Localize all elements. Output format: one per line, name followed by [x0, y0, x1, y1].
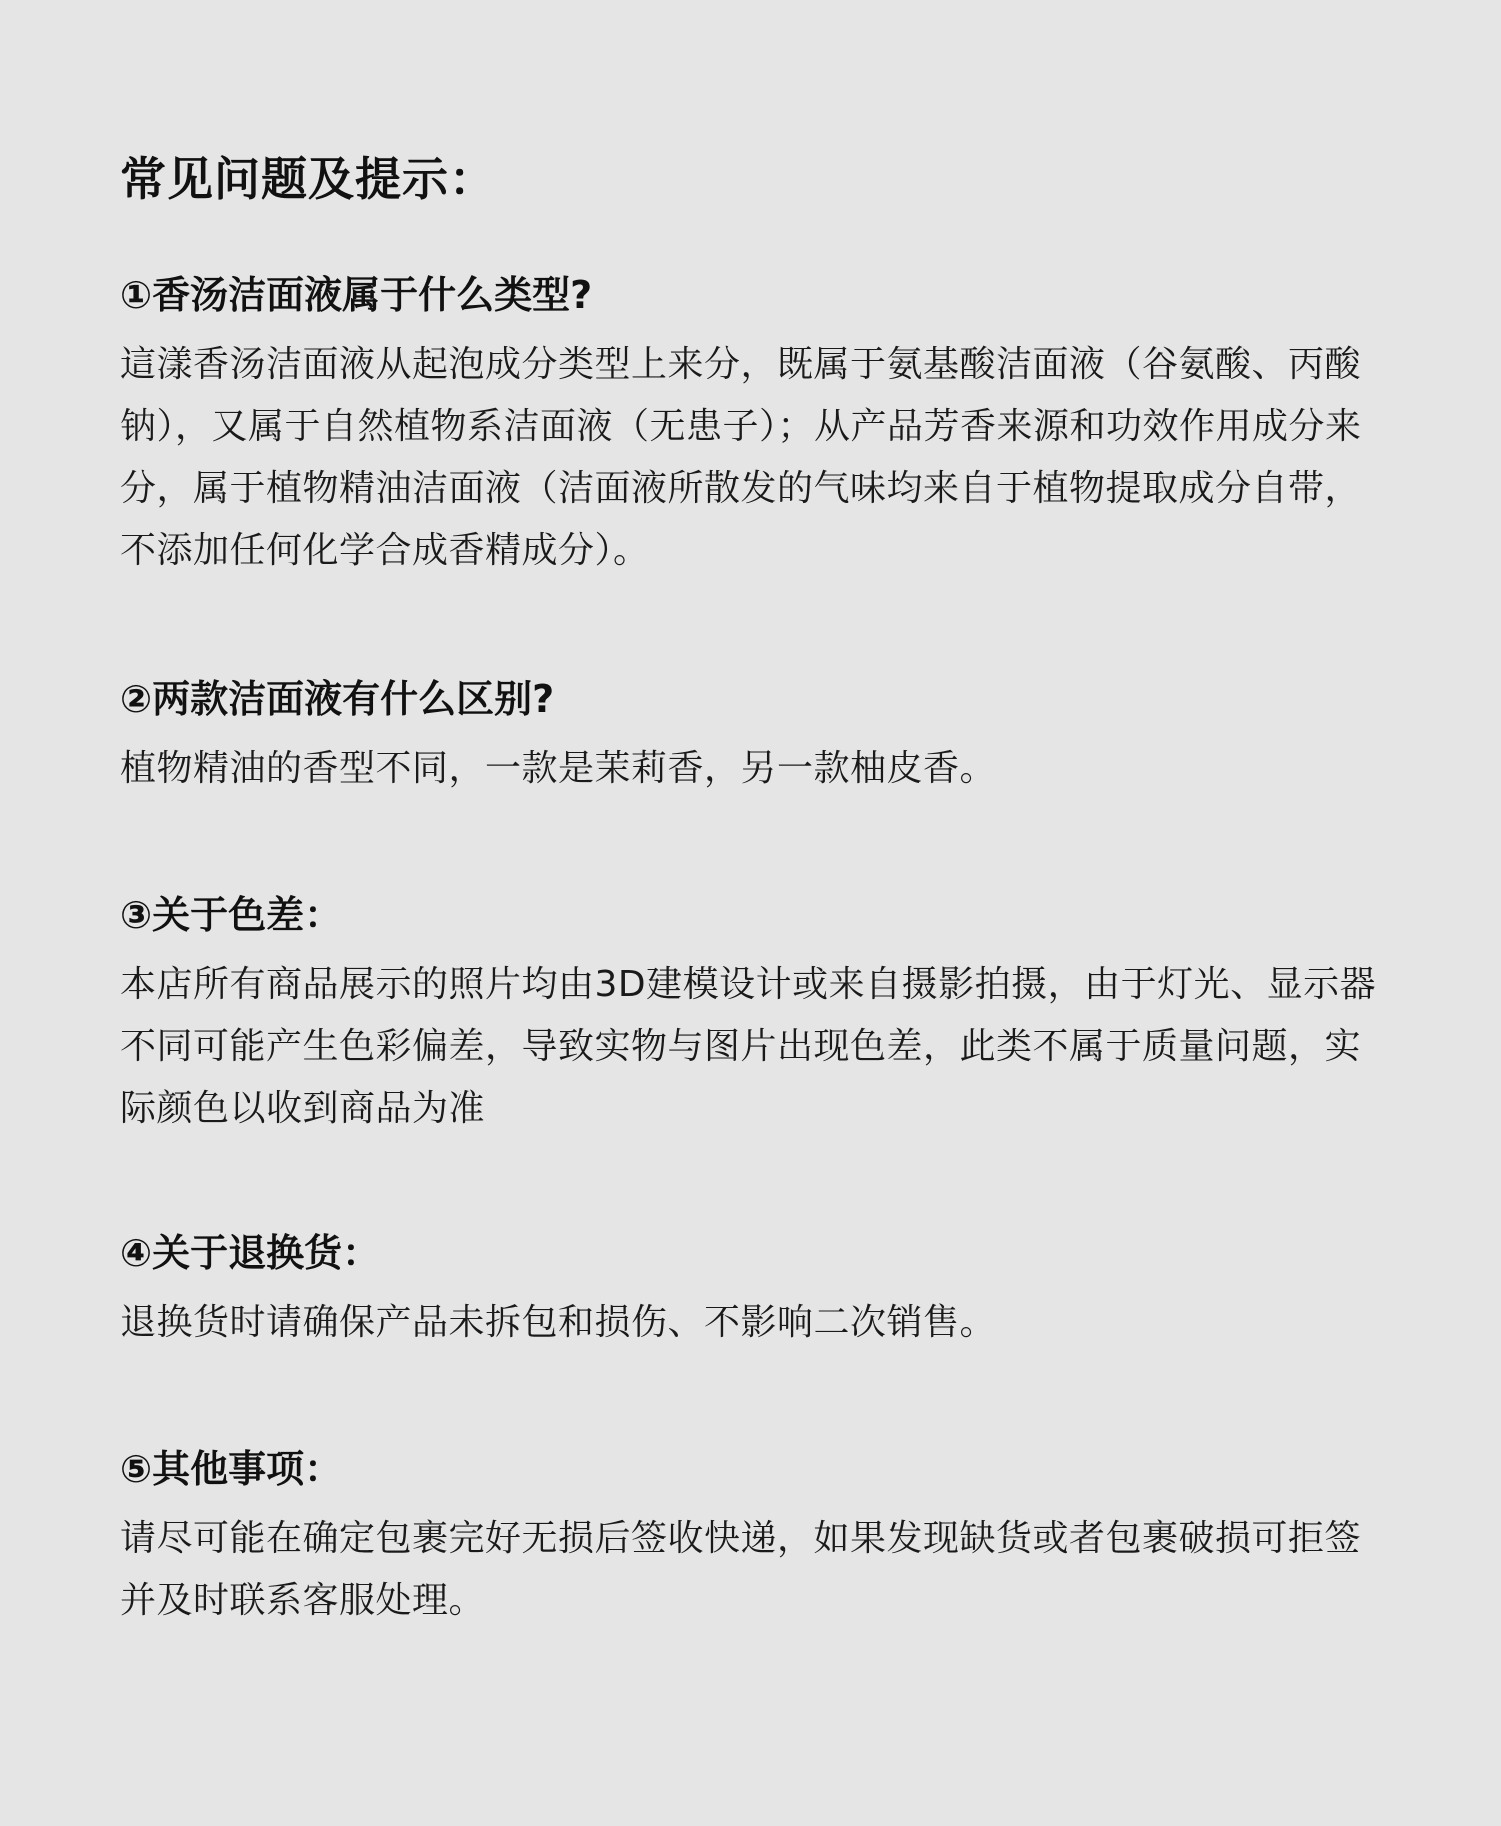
section-body: 请尽可能在确定包裹完好无损后签收快递，如果发现缺货或者包裹破损可拒签并及时联系客服处理。: [120, 1518, 1362, 1621]
section-title: ①香汤洁面液属于什么类型?: [120, 273, 593, 317]
section-title: ⑤其他事项：: [120, 1447, 343, 1491]
section-body: 這漾香汤洁面液从起泡成分类型上来分，既属于氨基酸洁面液（谷氨酸、丙酸钠），又属于自然植物系洁面液（无患子）；从产品芳香来源和功效作用成分来分，属于植物精油洁面液（洁面液所散发的气味均来自于植物提取成分自带，不添加任何化学合成香精成分）。: [120, 344, 1362, 571]
section-body: 退换货时请确保产品未拆包和损伤、不影响二次销售。: [120, 1302, 997, 1343]
section-title: ④关于退换货：: [120, 1231, 381, 1275]
section-body: 本店所有商品展示的照片均由3D建模设计或来自摄影拍摄，由于灯光、显示器不同可能产生色彩偏差，导致实物与图片出现色差，此类不属于质量问题，实际颜色以收到商品为准: [120, 964, 1377, 1129]
page-title: 常见问题及提示：: [120, 152, 496, 206]
faq-section-color-difference: [120, 888, 1382, 1140]
section-body: 植物精油的香型不同，一款是茉莉香，另一款柚皮香。: [120, 748, 997, 789]
faq-section-other: [120, 1442, 1382, 1632]
faq-section-returns: [120, 1226, 1382, 1354]
section-title: ②两款洁面液有什么区别?: [120, 677, 555, 721]
faq-section-difference: [120, 672, 1382, 800]
faq-section-product-type: [120, 268, 1382, 582]
section-title: ③关于色差：: [120, 893, 343, 937]
